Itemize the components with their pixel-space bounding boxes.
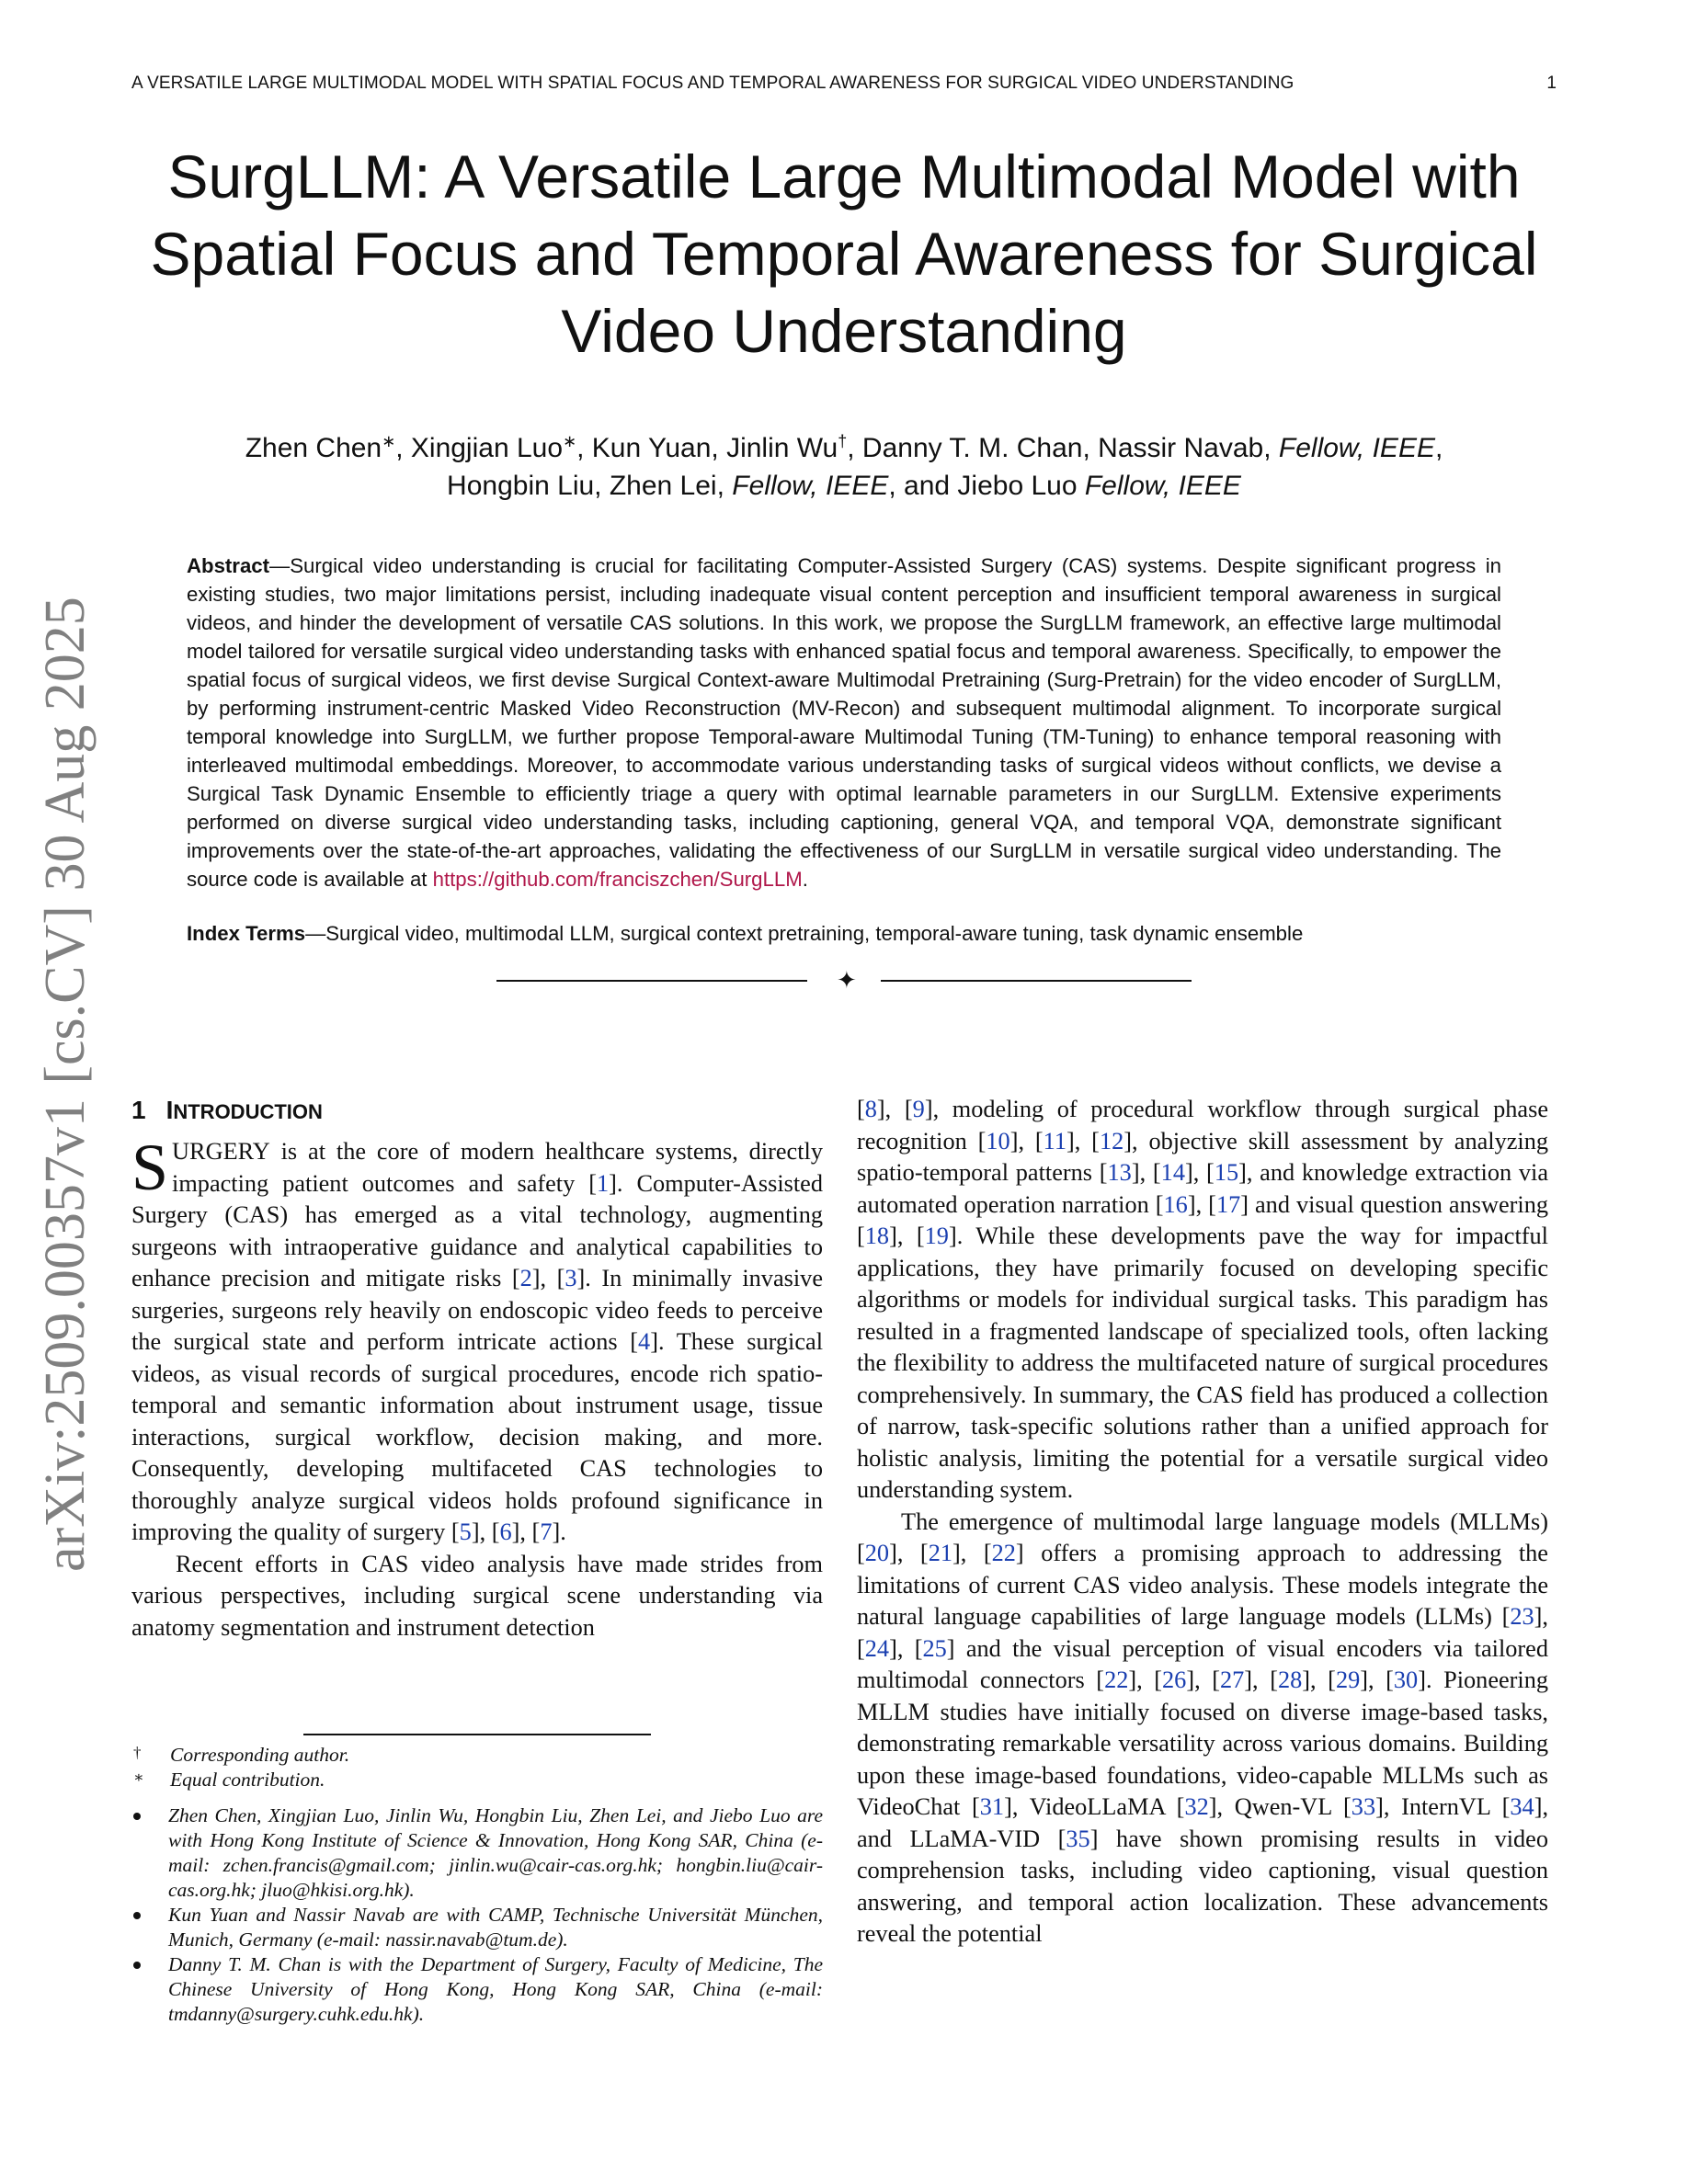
citation-link[interactable]: 30 (1393, 1666, 1419, 1693)
text-run: ]. Computer-Assisted Surgery (CAS) has emerged as a vital technology, augmenting surgeons with intraoperative guidance and analytical capabilities to enhance precision and mitigate risks [ (131, 1169, 824, 1291)
source-code-link[interactable]: https://github.com/franciszchen/SurgLLM (432, 868, 803, 891)
author-name: Hongbin Liu (447, 471, 595, 501)
text-run: ], and knowledge extraction via automated operation narration [ (857, 1159, 1549, 1218)
text-run: ], [ (1186, 1666, 1220, 1693)
text-run: ]. While these developments pave the way for impactful applications, they have primarily focused on developing specific algorithms or models for individual surgical tasks. This paradigm has resulted in a fragmented landscape of specialized tools, often lacking the flexibility to address the multifaceted nature of surgical procedures comprehensively. In summary, the CAS field has produced a collection of narrow, task-specific solutions rather than a unified approach for holistic analysis, limiting the potential for a versatile surgical video understanding system. (857, 1223, 1548, 1503)
text-run: ]. In minimally invasive surgeries, surgeons rely heavily on endoscopic video feeds to perceive the surgical state and perform intricate actions [ (131, 1265, 823, 1355)
intro-paragraph-1 (131, 1131, 824, 1549)
citation-link[interactable]: 22 (991, 1540, 1016, 1566)
section-title-rest: NTRODUCTION (173, 1100, 323, 1123)
dagger-mark: † (133, 1744, 142, 1761)
affiliation-text: Kun Yuan and Nassir Navab are with CAMP, Technische Universität München, Munich, Germany (e-mail: nassir.navab@tum.de). (168, 1904, 823, 1951)
citation-link[interactable]: 1 (597, 1169, 610, 1197)
index-terms (187, 919, 1501, 948)
citation-link[interactable]: 33 (1351, 1793, 1376, 1820)
citation-link[interactable]: 34 (1510, 1793, 1534, 1820)
text-run: ], InternVL [ (1375, 1793, 1511, 1820)
bullet-icon (133, 1813, 141, 1820)
citation-link[interactable]: 35 (1066, 1825, 1090, 1852)
footnote-text: Corresponding author. (170, 1744, 350, 1766)
citation-link[interactable]: 11 (1043, 1127, 1066, 1155)
text-run: ], [ (889, 1540, 929, 1566)
text-run: ], [ (1187, 1190, 1216, 1218)
text-run: ]. These surgical videos, as visual records of surgical procedures, encode rich spatio-temporal and semantic information about instrument usage, tissue interactions, surgical workflow, decision making, and more. Consequently, developing multifaceted CAS technologies to thoroughly analyze surgical videos holds profound significance in improving the quality of surgery [ (131, 1328, 823, 1545)
author-name: Nassir Navab (1098, 433, 1264, 463)
affiliation-text: Danny T. M. Chan is with the Department of Surgery, Faculty of Medicine, The Chinese University of Hong Kong, Hong Kong SAR, China (e-mail: tmdanny@surgery.cuhk.edu.hk). (168, 1953, 823, 2025)
page-number: 1 (1546, 74, 1557, 93)
footnote-equal (131, 1768, 823, 1792)
author-list: Zhen Chen∗, Xingjian Luo∗, Kun Yuan, Jinlin Wu†, Danny T. M. Chan, Nassir Navab, Fellow, IEEE, Hongbin Liu, Zhen Lei, Fellow, IEEE, and Jiebo Luo Fellow, IEEE (245, 432, 1443, 501)
abstract-end: . (802, 868, 808, 891)
divider-line-right (881, 980, 1192, 982)
citation-link[interactable]: 22 (1104, 1666, 1129, 1693)
citation-link[interactable]: 8 (864, 1096, 877, 1122)
equal-contribution-mark: ∗ (382, 432, 396, 450)
citation-link[interactable]: 21 (928, 1540, 952, 1566)
divider-line-left (496, 980, 807, 982)
text-run: ] have shown promising results in video comprehension tasks, including video captioning, visual question answering, and temporal action localization. These advancements reveal the potential (857, 1825, 1548, 1947)
text-run: ], [ (857, 1603, 1548, 1662)
text-run: ], [ (876, 1096, 913, 1122)
section-title-initial: I (165, 1096, 174, 1124)
citation-link[interactable]: 14 (1160, 1159, 1185, 1186)
text-run: ]. (552, 1519, 566, 1545)
citation-link[interactable]: 31 (979, 1793, 1005, 1820)
fellow-ieee-label: Fellow, IEEE (732, 471, 889, 501)
text-run: ], objective skill assessment by analyzing spatio-temporal patterns [ (857, 1127, 1548, 1186)
citation-link[interactable]: 7 (540, 1519, 553, 1545)
left-column (131, 1094, 823, 1644)
text-run: ], [ (889, 1634, 923, 1662)
intro-paragraph-2-continued (857, 1094, 1548, 1507)
author-name: Kun Yuan (591, 433, 712, 463)
text-run: ] offers a promising approach to addressing the limitations of current CAS video analysis. These models integrate the natural language capabilities of large language models (LLMs) [ (857, 1540, 1548, 1630)
text-run: ], modeling of procedural workflow through surgical phase recognition [ (857, 1096, 1548, 1155)
affiliation-text: Zhen Chen, Xingjian Luo, Jinlin Wu, Hongbin Liu, Zhen Lei, and Jiebo Luo are with Hong Kong Institute of Science & Innovation, Hong Kong SAR, China (e-mail: zchen.francis@gmail.com; jinlin.wu@cair-cas.org.hk; hongbin.liu@cair-cas.org.hk; jluo@hkisi.org.hk). (168, 1804, 823, 1901)
fellow-ieee-label: Fellow, IEEE (1278, 433, 1435, 463)
citation-link[interactable]: 10 (986, 1127, 1010, 1155)
asterisk-mark: ∗ (133, 1769, 144, 1786)
text-run: ]. Pioneering MLLM studies have initially focused on diverse image-based tasks, demonstrating remarkable versatility across various domains. Building upon these image-based foundations, video-capable MLLMs such as VideoChat [ (857, 1666, 1549, 1820)
text-run: ], [ (952, 1540, 992, 1566)
abstract (187, 552, 1501, 893)
author-name: Jiebo Luo (957, 471, 1078, 501)
author-name: Jinlin Wu (726, 433, 838, 463)
citation-link[interactable]: 3 (565, 1265, 577, 1291)
text-run: The emergence of multimodal large language models (MLLMs) [ (857, 1507, 1548, 1566)
affiliation-item (131, 1903, 823, 1952)
footnotes (131, 1743, 823, 2027)
citation-link[interactable]: 5 (459, 1519, 472, 1545)
text-run: ], [ (1360, 1666, 1394, 1693)
author-name: Zhen Lei (609, 471, 717, 501)
fellow-ieee-label: Fellow, IEEE (1084, 471, 1241, 501)
text-run: ], [ (1009, 1127, 1044, 1155)
diamond-ornament-icon: ✦ (837, 967, 857, 994)
text-run: ], and LLaMA-VID [ (857, 1793, 1549, 1852)
text-run: is at the core of modern healthcare systems, directly impacting patient outcomes and safety [ (172, 1138, 823, 1197)
citation-link[interactable]: 32 (1184, 1793, 1209, 1820)
text-run: ], [ (1066, 1127, 1100, 1155)
text-run: ], VideoLLaMA [ (1004, 1793, 1185, 1820)
citation-link[interactable]: 16 (1163, 1190, 1188, 1218)
arxiv-identifier-stamp: arXiv:2509.00357v1 [cs.CV] 30 Aug 2025 (34, 597, 97, 1572)
abstract-text: —Surgical video understanding is crucial for facilitating Computer-Assisted Surgery (CAS) systems. Despite significant progress in existing studies, two major limitations persist, including inadequate visual content perception and insufficient temporal awareness in surgical videos, and hinder the development of versatile CAS solutions. In this work, we propose the SurgLLM framework, an effective large multimodal model tailored for versatile surgical video understanding tasks with enhanced spatial focus and temporal awareness. Specifically, to empower the spatial focus of surgical videos, we first devise Surgical Context-aware Multimodal Pretraining (Surg-Pretrain) for the video encoder of SurgLLM, by performing instrument-centric Masked Video Reconstruction (MV-Recon) and subsequent multimodal alignment. To incorporate surgical temporal knowledge into SurgLLM, we further propose Temporal-aware Multimodal Tuning (TM-Tuning) to enhance temporal reasoning with interleaved multimodal embeddings. Moreover, to accommodate various understanding tasks of surgical videos without conflicts, we devise a Surgical Task Dynamic Ensemble to efficiently triage a query with optimal learnable parameters in our SurgLLM. Extensive experiments performed on diverse surgical video understanding tasks, including captioning, general VQA, and temporal VQA, demonstrate significant improvements over the state-of-the-art approaches, validating the effectiveness of our SurgLLM in versatile surgical video understanding. The source code is available at (187, 554, 1501, 891)
small-caps-word: URGERY (172, 1138, 270, 1165)
index-terms-label: Index Terms (187, 922, 306, 945)
citation-link[interactable]: 2 (519, 1265, 532, 1291)
citation-link[interactable]: 28 (1277, 1666, 1303, 1693)
citation-link[interactable]: 20 (864, 1540, 890, 1566)
citation-link[interactable]: 13 (1107, 1159, 1132, 1186)
footnote-corresponding (131, 1743, 823, 1768)
text-run: ], [ (531, 1265, 565, 1291)
citation-link[interactable]: 29 (1335, 1666, 1361, 1693)
author-name: Zhen Chen (245, 433, 382, 463)
citation-link[interactable]: 26 (1162, 1666, 1187, 1693)
bullet-icon (133, 1962, 141, 1969)
paper-title: SurgLLM: A Versatile Large Multimodal Model with Spatial Focus and Temporal Awareness for Surgical Video Understanding (150, 142, 1538, 365)
text-run: ], Qwen-VL [ (1208, 1793, 1352, 1820)
text-run: ], [ (889, 1223, 925, 1249)
running-header (131, 74, 1557, 94)
footnote-rule (303, 1734, 651, 1735)
citation-link[interactable]: 6 (499, 1519, 512, 1545)
running-header-text: A VERSATILE LARGE MULTIMODAL MODEL WITH SPATIAL FOCUS AND TEMPORAL AWARENESS FOR SURGICAL VIDEO UNDERSTANDING (131, 74, 1295, 93)
citation-link[interactable]: 17 (1215, 1190, 1241, 1218)
author-name: Danny T. M. Chan (861, 433, 1083, 463)
text-run: ], [ (1302, 1666, 1336, 1693)
affiliation-list (131, 1803, 823, 2027)
citation-link[interactable]: 9 (912, 1096, 925, 1122)
citation-link[interactable]: 27 (1220, 1666, 1245, 1693)
text-run: ], [ (1131, 1159, 1161, 1186)
citation-link[interactable]: 23 (1510, 1603, 1534, 1630)
section-heading-introduction (131, 1094, 823, 1129)
citation-link[interactable]: 18 (864, 1223, 890, 1249)
citation-link[interactable]: 19 (924, 1223, 949, 1249)
text-run: ], [ (1244, 1666, 1278, 1693)
text-run: ], [ (511, 1519, 541, 1545)
text-run: ], [ (1184, 1159, 1215, 1186)
footnote-text: Equal contribution. (170, 1769, 325, 1791)
intro-paragraph-3 (857, 1507, 1548, 1951)
text-run: ], [ (471, 1519, 500, 1545)
bullet-icon (133, 1912, 141, 1919)
affiliation-item (131, 1952, 823, 2027)
text-run: ] and visual question answering [ (857, 1190, 1548, 1249)
drop-cap: S (131, 1131, 169, 1204)
citation-link[interactable]: 15 (1214, 1159, 1239, 1186)
right-column (857, 1094, 1548, 1951)
affiliation-item (131, 1803, 823, 1903)
citation-link[interactable]: 25 (922, 1634, 947, 1662)
citation-link[interactable]: 12 (1099, 1127, 1124, 1155)
intro-paragraph-2: Recent efforts in CAS video analysis have made strides from various perspectives, including surgical scene understanding via anatomy segmentation and instrument detection (131, 1550, 823, 1641)
citation-link[interactable]: 4 (638, 1328, 651, 1355)
text-run: [ (857, 1096, 865, 1122)
section-number: 1 (131, 1096, 146, 1124)
text-run: ], [ (1128, 1666, 1163, 1693)
text-run: ] and the visual perception of visual encoders via tailored multimodal connectors [ (857, 1634, 1548, 1693)
section-divider (496, 967, 1192, 995)
author-name: Xingjian Luo (410, 433, 564, 463)
abstract-label: Abstract (187, 554, 270, 577)
index-terms-text: —Surgical video, multimodal LLM, surgical context pretraining, temporal-aware tuning, task dynamic ensemble (305, 922, 1304, 945)
corresponding-author-mark: † (838, 432, 848, 450)
equal-contribution-mark: ∗ (563, 432, 577, 450)
citation-link[interactable]: 24 (864, 1634, 890, 1662)
